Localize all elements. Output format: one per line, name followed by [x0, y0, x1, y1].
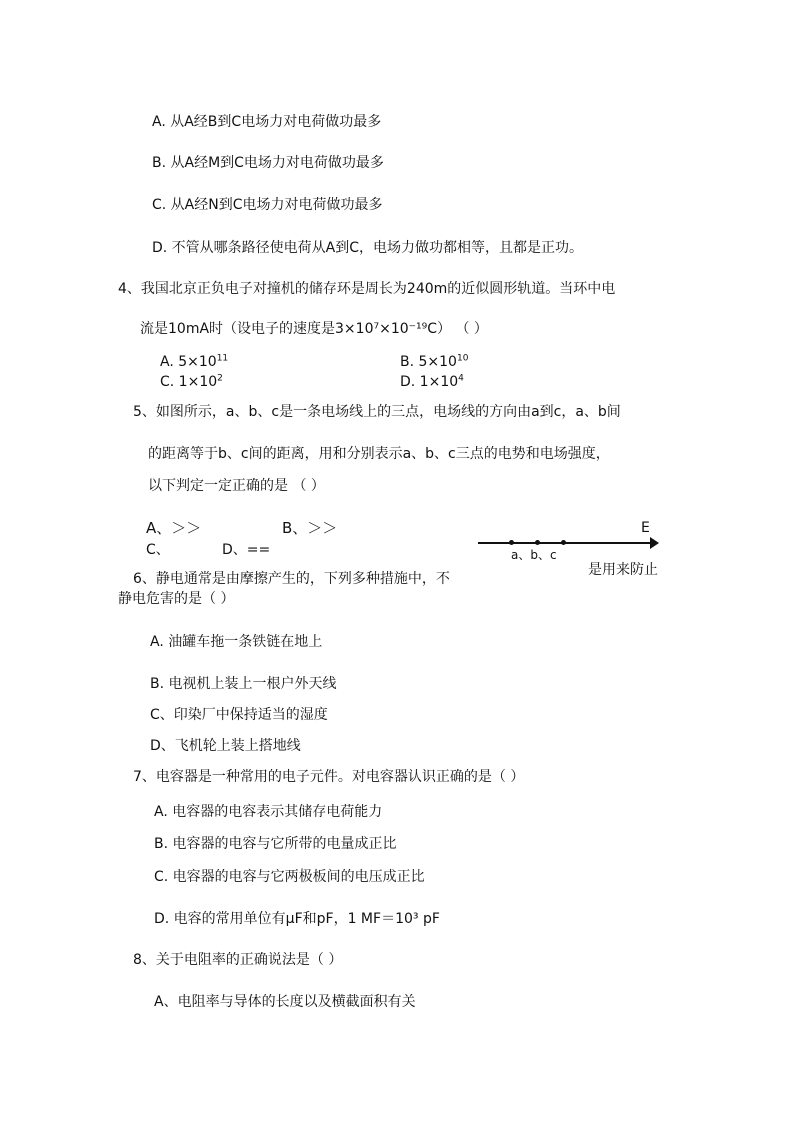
q4-option-a: A. $5\times 10^{11}$	[160, 353, 229, 370]
q7-option-a: A. 电容器的电容表示其储存电荷能力	[154, 804, 383, 820]
q5-option-d: D、==	[222, 542, 271, 558]
q6-stem-line1: 6、静电通常是由摩擦产生的，下列多种措施中，不	[133, 571, 450, 587]
q7-option-b: B. 电容器的电容与它所带的电量成正比	[154, 836, 397, 852]
point-c-dot	[561, 540, 566, 545]
q3-option-b: B. 从A经M到C电场力对电荷做功最多	[152, 155, 384, 171]
q3-option-a: A. 从A经B到C电场力对电荷做功最多	[152, 114, 382, 130]
q4-option-d: D. $1\times 10^4$	[400, 373, 464, 390]
points-label: a、b、c	[511, 548, 557, 562]
q6-option-b: B. 电视机上装上一根户外天线	[150, 676, 337, 692]
field-label-e: E	[641, 520, 650, 536]
q6-option-d: D、飞机轮上装上搭地线	[150, 738, 301, 754]
q7-option-c: C. 电容器的电容与它两极板间的电压成正比	[154, 869, 425, 885]
q5-option-a: A、＞＞	[146, 519, 202, 537]
q8-stem: 8、关于电阻率的正确说法是（ ）	[133, 952, 343, 968]
q3-option-d: D. 不管从哪条路径使电荷从A到C，电场力做功都相等，且都是正功。	[152, 240, 584, 256]
q4-stem-line1: 4、我国北京正负电子对撞机的储存环是周长为240m的近似圆形轨道。当环中电	[118, 281, 616, 297]
q5-stem-line2: 的距离等于b、c间的距离，用和分别表示a、b、c三点的电势和电场强度，	[148, 446, 610, 462]
q8-option-a: A、电阻率与导体的长度以及横截面积有关	[154, 994, 416, 1010]
q4-stem-line2: 流是10mA时（设电子的速度是3×10⁷×10⁻¹⁹C） （ ）	[140, 321, 488, 337]
q6-option-c: C、印染厂中保持适当的湿度	[150, 707, 328, 723]
q7-option-d: D. 电容的常用单位有μF和pF，1 MF＝10³ pF	[154, 911, 440, 927]
field-line	[478, 542, 656, 544]
point-a-dot	[509, 540, 514, 545]
q5-stem-line3: 以下判定一定正确的是 （ ）	[148, 478, 325, 494]
q5-option-c: C、	[146, 542, 170, 558]
q6-stem-line1-tail: 是用来防止	[588, 562, 658, 578]
point-b-dot	[535, 540, 540, 545]
q4-option-b: B. $5\times 10^{10}$	[400, 353, 469, 370]
q6-option-a: A. 油罐车拖一条铁链在地上	[150, 634, 323, 650]
q6-stem-line2: 静电危害的是（ ）	[118, 591, 235, 607]
field-arrow-icon	[650, 537, 659, 549]
q3-option-c: C. 从A经N到C电场力对电荷做功最多	[152, 197, 383, 213]
q4-option-c: C. $1\times 10^2$	[160, 373, 223, 390]
q5-stem-line1: 5、如图所示，a、b、c是一条电场线上的三点，电场线的方向由a到c，a、b间	[133, 404, 621, 420]
q7-stem: 7、电容器是一种常用的电子元件。对电容器认识正确的是（ ）	[133, 769, 525, 785]
q5-option-b: B、＞＞	[282, 519, 338, 537]
